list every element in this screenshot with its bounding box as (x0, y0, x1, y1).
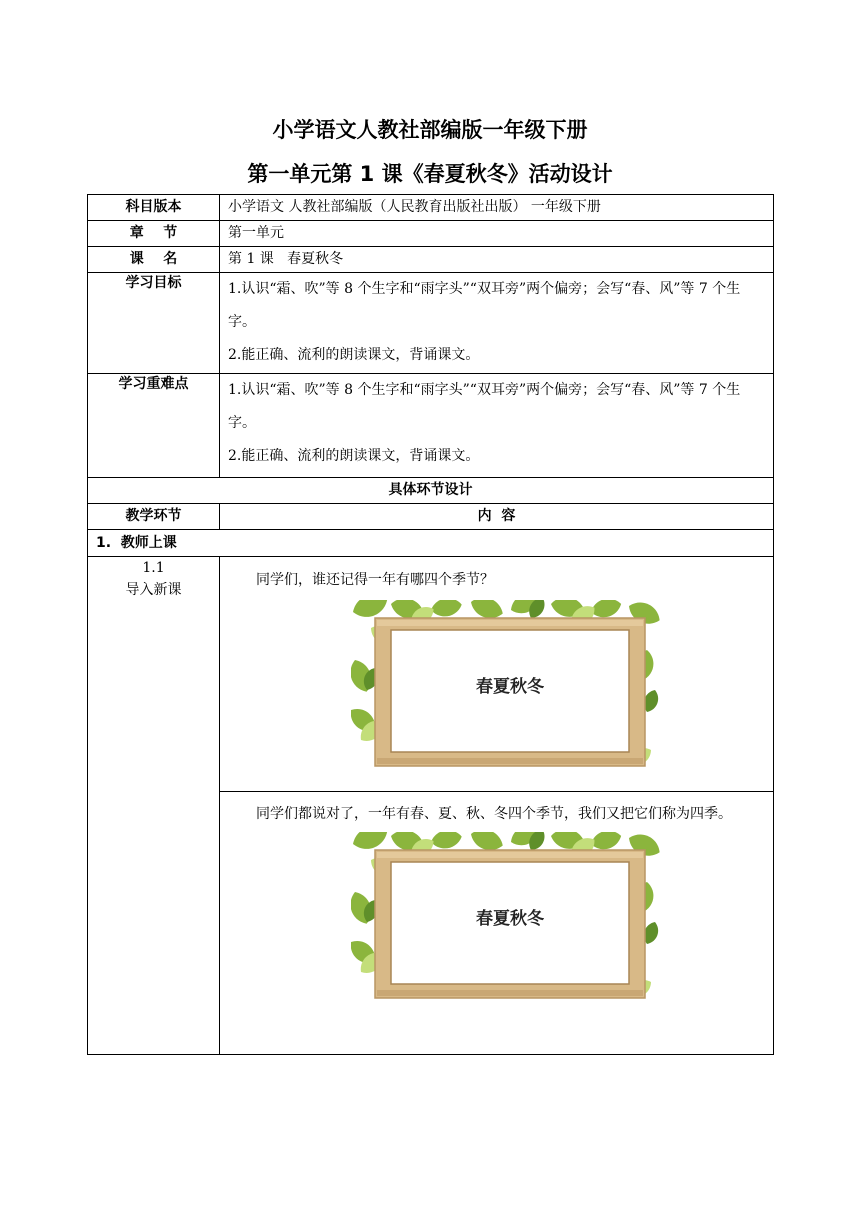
frame-caption-2: 春夏秋冬 (476, 909, 544, 929)
lesson-value: 第 1 课 春夏秋冬 (220, 247, 774, 273)
key-points-line-2: 2.能正确、流利的朗读课文，背诵课文。 (228, 448, 480, 464)
document-title: 小学语文人教社部编版一年级下册 (272, 118, 588, 142)
objectives-line-1: 1.认识“霜、吹”等 8 个生字和“雨字头”“双耳旁”两个偏旁；会写“春、风”等 7 个生字。 (228, 281, 741, 330)
step-number: 1.1 (142, 560, 165, 576)
table-row (88, 273, 774, 374)
table-row (88, 478, 774, 504)
key-points-label: 学习重难点 (88, 374, 220, 478)
table-row (88, 221, 774, 247)
table-row (88, 504, 774, 530)
frame-caption-1: 春夏秋冬 (476, 677, 544, 697)
frame-image-1 (351, 600, 669, 776)
table-row (88, 374, 774, 478)
col-content-header: 内 容 (220, 504, 774, 530)
design-header: 具体环节设计 (88, 478, 774, 504)
lesson-plan-table (87, 194, 774, 1055)
subject-label: 科目版本 (88, 195, 220, 221)
document-subtitle: 第一单元第 1 课《春夏秋冬》活动设计 (247, 162, 613, 186)
table-row (88, 247, 774, 273)
frame-image-2 (351, 832, 669, 1008)
content-cell-2 (220, 792, 774, 1055)
objectives-content (220, 273, 774, 374)
content-text-1: 同学们，谁还记得一年有哪四个季节？ (256, 572, 494, 588)
section-teacher-class: 1. 教师上课 (88, 530, 774, 557)
chapter-value: 第一单元 (220, 221, 774, 247)
key-points-content (220, 374, 774, 478)
lesson-label: 课 名 (88, 247, 220, 273)
step-cell (88, 557, 220, 1055)
col-step-header: 教学环节 (88, 504, 220, 530)
step-name: 导入新课 (125, 582, 182, 598)
table-row (88, 557, 774, 792)
table-row (88, 530, 774, 557)
content-text-2: 同学们都说对了，一年有春、夏、秋、冬四个季节，我们又把它们称为四季。 (256, 806, 732, 822)
objectives-line-2: 2.能正确、流利的朗读课文，背诵课文。 (228, 347, 480, 363)
subject-value: 小学语文 人教社部编版（人民教育出版社出版） 一年级下册 (220, 195, 774, 221)
table-row (88, 195, 774, 221)
key-points-line-1: 1.认识“霜、吹”等 8 个生字和“雨字头”“双耳旁”两个偏旁；会写“春、风”等 7 个生字。 (228, 382, 741, 431)
content-cell-1 (220, 557, 774, 792)
chapter-label: 章 节 (88, 221, 220, 247)
objectives-label: 学习目标 (88, 273, 220, 374)
